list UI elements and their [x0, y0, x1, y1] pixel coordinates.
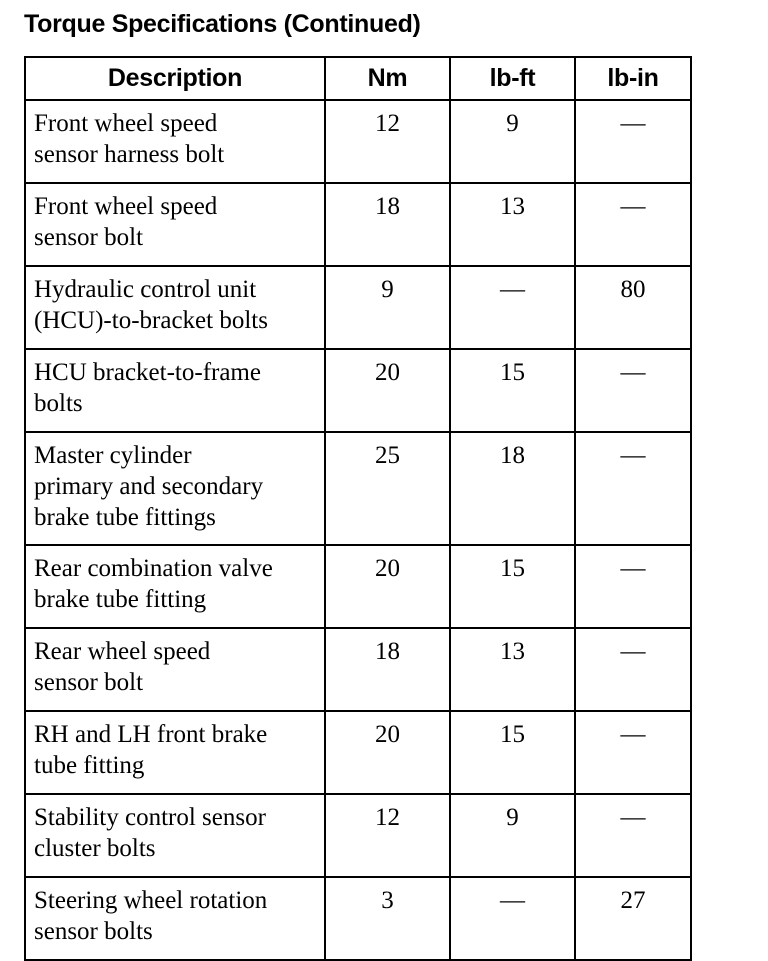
description-line: Front wheel speed: [34, 110, 218, 137]
nm-cell: 18: [325, 628, 450, 711]
description-line: Front wheel speed: [34, 193, 218, 220]
lb-ft-cell: 9: [450, 100, 575, 183]
table-row: [25, 545, 691, 628]
lb-ft-cell: —: [450, 266, 575, 349]
lb-in-cell: 27: [575, 877, 691, 960]
lb-in-cell: 80: [575, 266, 691, 349]
description-line: tube fitting: [34, 752, 145, 779]
lb-in-cell: —: [575, 794, 691, 877]
lb-ft-cell: —: [450, 877, 575, 960]
table-row: [25, 100, 691, 183]
nm-cell: 9: [325, 266, 450, 349]
description-line: cluster bolts: [34, 835, 156, 862]
description-cell: [25, 877, 325, 960]
lb-in-cell: —: [575, 100, 691, 183]
column-header-nm: Nm: [325, 57, 450, 100]
nm-cell: 3: [325, 877, 450, 960]
description-cell: [25, 711, 325, 794]
description-cell: [25, 266, 325, 349]
lb-ft-cell: 15: [450, 545, 575, 628]
lb-in-cell: —: [575, 183, 691, 266]
description-line: Rear combination valve: [34, 555, 273, 582]
table-row: [25, 628, 691, 711]
description-line: brake tube fitting: [34, 586, 207, 613]
lb-ft-cell: 9: [450, 794, 575, 877]
description-line: brake tube fittings: [34, 504, 216, 531]
description-cell: [25, 794, 325, 877]
lb-ft-cell: 18: [450, 432, 575, 545]
table-row: [25, 711, 691, 794]
table-row: [25, 877, 691, 960]
table-row: [25, 794, 691, 877]
torque-spec-table: [24, 56, 692, 961]
description-line: Steering wheel rotation: [34, 887, 268, 914]
description-line: Master cylinder: [34, 442, 192, 469]
lb-in-cell: —: [575, 432, 691, 545]
description-cell: [25, 183, 325, 266]
nm-cell: 12: [325, 794, 450, 877]
description-cell: [25, 545, 325, 628]
nm-cell: 20: [325, 711, 450, 794]
description-cell: [25, 349, 325, 432]
description-line: sensor bolt: [34, 669, 144, 696]
lb-ft-cell: 15: [450, 349, 575, 432]
column-header-lb-ft: lb-ft: [450, 57, 575, 100]
description-line: HCU bracket-to-frame: [34, 359, 261, 386]
lb-ft-cell: 13: [450, 183, 575, 266]
table-row: [25, 266, 691, 349]
nm-cell: 12: [325, 100, 450, 183]
column-header-description: Description: [25, 57, 325, 100]
description-line: sensor bolts: [34, 918, 153, 945]
description-line: bolts: [34, 390, 83, 417]
table-header-row: [25, 57, 691, 100]
table-row: [25, 349, 691, 432]
description-cell: [25, 100, 325, 183]
lb-in-cell: —: [575, 628, 691, 711]
lb-ft-cell: 13: [450, 628, 575, 711]
column-header-lb-in: lb-in: [575, 57, 691, 100]
description-line: Rear wheel speed: [34, 638, 211, 665]
nm-cell: 25: [325, 432, 450, 545]
description-cell: [25, 628, 325, 711]
lb-in-cell: —: [575, 545, 691, 628]
table-row: [25, 432, 691, 545]
description-line: (HCU)-to-bracket bolts: [34, 307, 268, 334]
description-line: sensor bolt: [34, 224, 144, 251]
nm-cell: 20: [325, 545, 450, 628]
description-line: sensor harness bolt: [34, 141, 225, 168]
description-line: primary and secondary: [34, 473, 264, 500]
page-title: Torque Specifications (Continued): [24, 10, 421, 38]
nm-cell: 20: [325, 349, 450, 432]
table-row: [25, 183, 691, 266]
lb-in-cell: —: [575, 349, 691, 432]
lb-in-cell: —: [575, 711, 691, 794]
description-line: Hydraulic control unit: [34, 276, 257, 303]
description-cell: [25, 432, 325, 545]
description-line: Stability control sensor: [34, 804, 266, 831]
nm-cell: 18: [325, 183, 450, 266]
description-line: RH and LH front brake: [34, 721, 268, 748]
lb-ft-cell: 15: [450, 711, 575, 794]
